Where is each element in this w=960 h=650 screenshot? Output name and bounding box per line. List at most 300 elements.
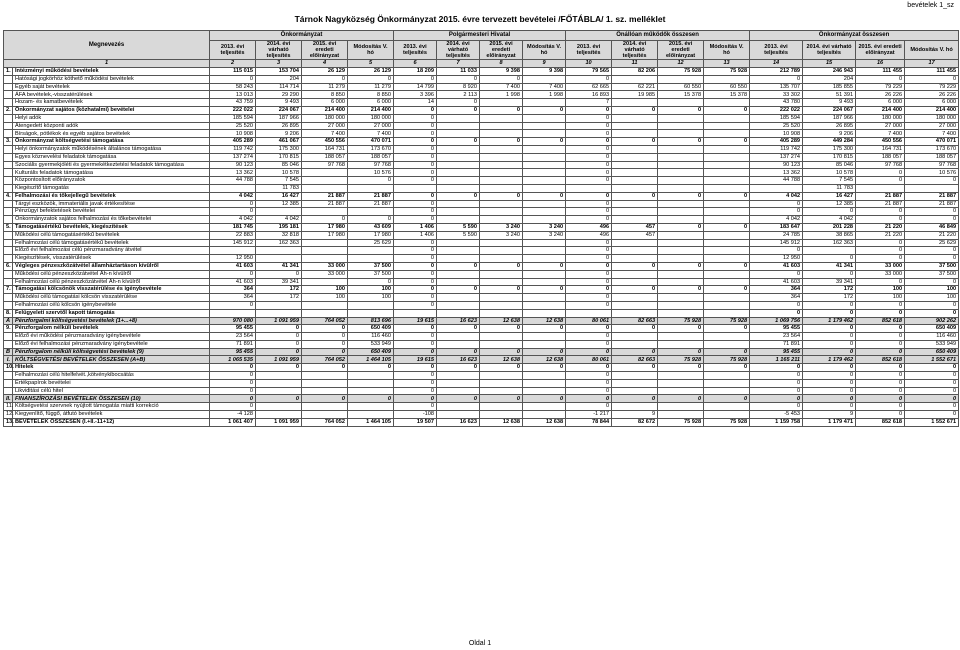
value-cell: 0 — [394, 255, 437, 263]
value-cell: 15 378 — [704, 91, 750, 99]
row-index — [4, 99, 13, 107]
value-cell: 173 670 — [905, 145, 959, 153]
value-cell: 188 057 — [905, 153, 959, 161]
value-cell: 25 520 — [750, 122, 803, 130]
value-cell: 12 950 — [210, 255, 256, 263]
value-cell — [348, 255, 394, 263]
row-index: 12. — [4, 411, 13, 419]
value-cell: 17 980 — [302, 223, 348, 231]
page-title: Tárnok Nagyközség Önkormányzat 2015. évre tervezett bevételei /FŐTÁBLA/ 1. sz. melléklet — [294, 14, 666, 24]
value-cell — [523, 177, 566, 185]
value-cell — [256, 247, 302, 255]
value-cell — [566, 184, 612, 192]
value-cell: 0 — [750, 309, 803, 317]
value-cell: 0 — [856, 411, 905, 419]
value-cell: 29 290 — [256, 91, 302, 99]
value-cell — [658, 231, 704, 239]
value-cell: 5 590 — [437, 231, 480, 239]
value-cell — [658, 301, 704, 309]
value-cell: 0 — [302, 333, 348, 341]
column-number-cell: 6 — [394, 60, 437, 68]
value-cell: 1 179 462 — [803, 356, 856, 364]
value-cell — [704, 177, 750, 185]
value-cell: 4 042 — [750, 192, 803, 200]
value-cell: 32 818 — [256, 231, 302, 239]
value-cell — [658, 309, 704, 317]
value-cell: 0 — [803, 255, 856, 263]
row-index — [4, 161, 13, 169]
value-cell: 0 — [905, 395, 959, 403]
row-index — [4, 114, 13, 122]
value-cell — [704, 255, 750, 263]
value-cell: 0 — [704, 262, 750, 270]
row-index — [4, 177, 13, 185]
value-cell — [523, 200, 566, 208]
value-cell: 12 638 — [480, 418, 523, 426]
value-cell: 12 950 — [750, 255, 803, 263]
value-cell: 90 123 — [750, 161, 803, 169]
row-index — [4, 231, 13, 239]
value-cell — [612, 200, 658, 208]
value-cell: 17 980 — [302, 231, 348, 239]
page-footer: Oldal 1 — [468, 640, 492, 647]
value-cell: 26 895 — [256, 122, 302, 130]
value-cell — [612, 301, 658, 309]
value-cell: 0 — [750, 403, 803, 411]
value-cell — [256, 309, 302, 317]
value-cell: 0 — [256, 348, 302, 356]
value-cell: 11 783 — [256, 184, 302, 192]
value-cell: 79 229 — [856, 83, 905, 91]
row-label: Pénzforgalom nélküli költségvetési bevételek (9) — [13, 348, 210, 356]
value-cell: 0 — [523, 138, 566, 146]
value-cell: 0 — [394, 130, 437, 138]
table-row — [4, 348, 959, 356]
value-cell — [480, 372, 523, 380]
value-cell: 6 000 — [856, 99, 905, 107]
row-label: Egyéb saját bevételek — [13, 83, 210, 91]
value-cell: 0 — [480, 192, 523, 200]
value-cell: 33 302 — [750, 91, 803, 99]
value-cell — [612, 278, 658, 286]
value-cell: 95 455 — [210, 325, 256, 333]
value-cell: 0 — [566, 333, 612, 341]
column-header-name: Megnevezés — [4, 31, 210, 60]
value-cell: 0 — [658, 286, 704, 294]
value-cell: 9 206 — [803, 130, 856, 138]
subheader-cell: 2013. évi teljesítés — [210, 41, 256, 60]
value-cell: 183 647 — [750, 223, 803, 231]
value-cell — [480, 301, 523, 309]
row-label: Értékpapírok bevételei — [13, 379, 210, 387]
value-cell: 12 638 — [523, 356, 566, 364]
value-cell: 0 — [394, 340, 437, 348]
value-cell: 0 — [612, 286, 658, 294]
table-row — [4, 255, 959, 263]
value-cell — [480, 333, 523, 341]
value-cell — [704, 200, 750, 208]
value-cell: 187 966 — [256, 114, 302, 122]
value-cell: 4 042 — [210, 192, 256, 200]
value-cell: 0 — [658, 395, 704, 403]
row-index: A — [4, 317, 13, 325]
value-cell: 7 400 — [348, 130, 394, 138]
row-label: Támogatási kölcsönök visszatérülése és igénybevétele — [13, 286, 210, 294]
row-index — [4, 184, 13, 192]
value-cell — [437, 200, 480, 208]
value-cell: 0 — [566, 208, 612, 216]
value-cell: 170 815 — [256, 153, 302, 161]
value-cell — [437, 379, 480, 387]
value-cell: 0 — [437, 364, 480, 372]
value-cell: 0 — [394, 325, 437, 333]
value-cell: 0 — [856, 301, 905, 309]
value-cell — [905, 184, 959, 192]
value-cell — [348, 208, 394, 216]
row-index — [4, 83, 13, 91]
value-cell: 4 042 — [803, 216, 856, 224]
value-cell — [302, 387, 348, 395]
value-cell — [480, 247, 523, 255]
value-cell: 496 — [566, 231, 612, 239]
value-cell: 16 623 — [437, 317, 480, 325]
value-cell: 10 578 — [256, 169, 302, 177]
value-cell — [704, 231, 750, 239]
value-cell: 100 — [302, 294, 348, 302]
table-row — [4, 418, 959, 426]
value-cell: 1 406 — [394, 223, 437, 231]
value-cell — [437, 270, 480, 278]
subheader-cell: 2015. évi eredeti előirányzat — [480, 41, 523, 60]
value-cell: 100 — [348, 286, 394, 294]
value-cell — [210, 247, 256, 255]
value-cell — [704, 270, 750, 278]
value-cell: 0 — [612, 192, 658, 200]
value-cell: 21 887 — [856, 200, 905, 208]
value-cell: 60 550 — [704, 83, 750, 91]
value-cell — [523, 340, 566, 348]
value-cell — [480, 99, 523, 107]
value-cell: 100 — [905, 294, 959, 302]
value-cell: 0 — [210, 301, 256, 309]
value-cell — [523, 153, 566, 161]
row-index — [4, 91, 13, 99]
value-cell: 0 — [905, 278, 959, 286]
value-cell — [612, 247, 658, 255]
value-cell: -5 453 — [750, 411, 803, 419]
value-cell: 0 — [210, 208, 256, 216]
value-cell — [523, 114, 566, 122]
value-cell: 8 850 — [348, 91, 394, 99]
value-cell: 0 — [566, 161, 612, 169]
value-cell: 0 — [856, 309, 905, 317]
value-cell — [704, 75, 750, 83]
value-cell: 58 243 — [210, 83, 256, 91]
value-cell — [437, 153, 480, 161]
table-row — [4, 340, 959, 348]
value-cell: 0 — [394, 192, 437, 200]
value-cell: 0 — [210, 372, 256, 380]
row-label: Előző évi felhalmozási pénzmaradvány igénybevétele — [13, 340, 210, 348]
value-cell: 1 179 462 — [803, 317, 856, 325]
value-cell: 1 159 758 — [750, 418, 803, 426]
value-cell: 97 768 — [905, 161, 959, 169]
value-cell: 27 000 — [856, 122, 905, 130]
value-cell: 181 745 — [210, 223, 256, 231]
column-number-cell: 10 — [566, 60, 612, 68]
value-cell — [612, 239, 658, 247]
value-cell — [302, 255, 348, 263]
value-cell: 212 789 — [750, 68, 803, 76]
column-number-cell: 11 — [612, 60, 658, 68]
value-cell: 116 460 — [348, 333, 394, 341]
value-cell — [523, 130, 566, 138]
value-cell: 16 893 — [566, 91, 612, 99]
value-cell: 0 — [210, 200, 256, 208]
value-cell: 3 240 — [523, 231, 566, 239]
value-cell — [523, 309, 566, 317]
table-row — [4, 83, 959, 91]
value-cell: 0 — [704, 106, 750, 114]
row-label: Kiegészítő támogatás — [13, 184, 210, 192]
row-index — [4, 216, 13, 224]
value-cell: 10 576 — [348, 169, 394, 177]
value-cell: 0 — [803, 379, 856, 387]
value-cell: 0 — [566, 200, 612, 208]
value-cell — [612, 216, 658, 224]
value-cell: 7 400 — [480, 83, 523, 91]
value-cell: 0 — [256, 395, 302, 403]
value-cell: 0 — [210, 395, 256, 403]
value-cell — [302, 278, 348, 286]
value-cell: 0 — [905, 216, 959, 224]
value-cell — [612, 161, 658, 169]
table-row — [4, 91, 959, 99]
row-label: Hatósági jogkörhöz köthető működési bevételek — [13, 75, 210, 83]
row-index: 11. — [4, 403, 13, 411]
value-cell — [302, 372, 348, 380]
table-row — [4, 403, 959, 411]
value-cell: 173 670 — [348, 145, 394, 153]
value-cell: 0 — [856, 395, 905, 403]
value-cell — [658, 403, 704, 411]
value-cell: 0 — [566, 122, 612, 130]
value-cell: 0 — [856, 372, 905, 380]
value-cell — [480, 387, 523, 395]
value-cell — [480, 216, 523, 224]
value-cell: 0 — [348, 216, 394, 224]
row-index — [4, 130, 13, 138]
value-cell — [437, 216, 480, 224]
row-label: Pénzforgalom nélküli bevételek — [13, 325, 210, 333]
value-cell — [658, 177, 704, 185]
row-label: Pénzügyi befektetések bevételei — [13, 208, 210, 216]
value-cell: 224 067 — [256, 106, 302, 114]
value-cell — [256, 208, 302, 216]
value-cell: 0 — [210, 387, 256, 395]
value-cell: 0 — [348, 177, 394, 185]
value-cell: 3 240 — [480, 223, 523, 231]
value-cell — [480, 169, 523, 177]
table-row — [4, 379, 959, 387]
row-index — [4, 247, 13, 255]
value-cell: 1 464 105 — [348, 356, 394, 364]
value-cell: 9 398 — [523, 68, 566, 76]
value-cell: 137 274 — [210, 153, 256, 161]
value-cell: 71 891 — [750, 340, 803, 348]
value-cell: 43 780 — [750, 99, 803, 107]
value-cell: 0 — [803, 364, 856, 372]
value-cell: 0 — [905, 177, 959, 185]
value-cell — [437, 184, 480, 192]
value-cell — [658, 145, 704, 153]
column-number-cell: 1 — [4, 60, 210, 68]
value-cell — [704, 239, 750, 247]
value-cell: 0 — [394, 161, 437, 169]
row-index: 3. — [4, 138, 13, 146]
row-index — [4, 270, 13, 278]
value-cell: 214 400 — [905, 106, 959, 114]
table-row — [4, 75, 959, 83]
value-cell: 0 — [480, 348, 523, 356]
table-row — [4, 262, 959, 270]
value-cell: 43 759 — [210, 99, 256, 107]
row-index: II. — [4, 395, 13, 403]
row-label: Felhalmozási célú támogatásértékű bevételek — [13, 239, 210, 247]
value-cell: 0 — [612, 364, 658, 372]
row-label: Bírságok, pótlékok és egyéb sajátos bevételek — [13, 130, 210, 138]
subheader-cell: 2013. évi teljesítés — [566, 41, 612, 60]
table-row — [4, 138, 959, 146]
value-cell: 60 550 — [658, 83, 704, 91]
value-cell — [523, 270, 566, 278]
value-cell: 62 221 — [612, 83, 658, 91]
value-cell: 15 378 — [658, 91, 704, 99]
value-cell — [348, 372, 394, 380]
value-cell: 37 500 — [905, 262, 959, 270]
value-cell — [437, 309, 480, 317]
table-row — [4, 192, 959, 200]
value-cell: 97 768 — [302, 161, 348, 169]
value-cell: 82 672 — [612, 418, 658, 426]
value-cell — [658, 184, 704, 192]
value-cell: 8 920 — [437, 83, 480, 91]
value-cell: 0 — [905, 208, 959, 216]
value-cell: 95 455 — [750, 348, 803, 356]
value-cell: 0 — [856, 340, 905, 348]
value-cell — [658, 99, 704, 107]
value-cell: 0 — [704, 286, 750, 294]
value-cell — [480, 278, 523, 286]
value-cell: 19 615 — [394, 317, 437, 325]
row-label: Átengedett központi adók — [13, 122, 210, 130]
value-cell: 145 912 — [210, 239, 256, 247]
value-cell: 100 — [856, 294, 905, 302]
value-cell — [523, 184, 566, 192]
value-cell: 12 638 — [523, 418, 566, 426]
value-cell: 0 — [566, 247, 612, 255]
value-cell: 33 000 — [302, 270, 348, 278]
value-cell: 172 — [256, 294, 302, 302]
row-label: Támogatásértékű bevételek, kiegészítések — [13, 223, 210, 231]
value-cell — [612, 208, 658, 216]
value-cell: 470 071 — [348, 138, 394, 146]
value-cell: 0 — [348, 75, 394, 83]
value-cell: 0 — [210, 270, 256, 278]
value-cell — [480, 161, 523, 169]
value-cell — [612, 403, 658, 411]
value-cell: 71 891 — [210, 340, 256, 348]
value-cell — [437, 340, 480, 348]
value-cell: 27 000 — [348, 122, 394, 130]
value-cell: 9 — [803, 411, 856, 419]
value-cell: 0 — [394, 208, 437, 216]
value-cell — [256, 411, 302, 419]
value-cell: 187 966 — [803, 114, 856, 122]
row-index: 10. — [4, 364, 13, 372]
value-cell: 13 013 — [210, 91, 256, 99]
value-cell: 0 — [302, 216, 348, 224]
value-cell: 0 — [302, 364, 348, 372]
column-number-cell: 12 — [658, 60, 704, 68]
value-cell — [437, 301, 480, 309]
value-cell: 405 289 — [210, 138, 256, 146]
row-index: 2. — [4, 106, 13, 114]
value-cell: 180 000 — [348, 114, 394, 122]
value-cell — [658, 387, 704, 395]
value-cell: 16 623 — [437, 356, 480, 364]
value-cell: 78 844 — [566, 418, 612, 426]
value-cell: 22 883 — [210, 231, 256, 239]
value-cell: 23 564 — [750, 333, 803, 341]
value-cell — [704, 153, 750, 161]
subheader-cell: 2015. évi eredeti előirányzat — [856, 41, 905, 60]
value-cell: 449 284 — [803, 138, 856, 146]
value-cell: 0 — [566, 294, 612, 302]
value-cell: 0 — [566, 138, 612, 146]
value-cell: 38 865 — [803, 231, 856, 239]
table-row — [4, 153, 959, 161]
value-cell — [480, 177, 523, 185]
table-row — [4, 114, 959, 122]
value-cell — [612, 255, 658, 263]
value-cell: 0 — [394, 247, 437, 255]
table-row — [4, 247, 959, 255]
row-label: Működési célú támogatási kölcsön visszatérülése — [13, 294, 210, 302]
value-cell: 180 000 — [905, 114, 959, 122]
value-cell: 0 — [856, 216, 905, 224]
subheader-cell: 2014. évi várható teljesítés — [803, 41, 856, 60]
value-cell: 26 129 — [348, 68, 394, 76]
value-cell: 0 — [704, 192, 750, 200]
column-number-cell: 2 — [210, 60, 256, 68]
value-cell: 21 887 — [856, 192, 905, 200]
value-cell: 170 815 — [803, 153, 856, 161]
value-cell: 164 731 — [856, 145, 905, 153]
value-cell: 12 638 — [480, 356, 523, 364]
value-cell: 0 — [856, 255, 905, 263]
table-row — [4, 364, 959, 372]
value-cell: 11 279 — [302, 83, 348, 91]
value-cell: 0 — [658, 192, 704, 200]
value-cell: 39 341 — [256, 278, 302, 286]
value-cell: 0 — [437, 138, 480, 146]
value-cell: 0 — [256, 364, 302, 372]
value-cell: 13 362 — [750, 169, 803, 177]
value-cell: 0 — [803, 301, 856, 309]
value-cell — [480, 294, 523, 302]
value-cell: 0 — [437, 192, 480, 200]
